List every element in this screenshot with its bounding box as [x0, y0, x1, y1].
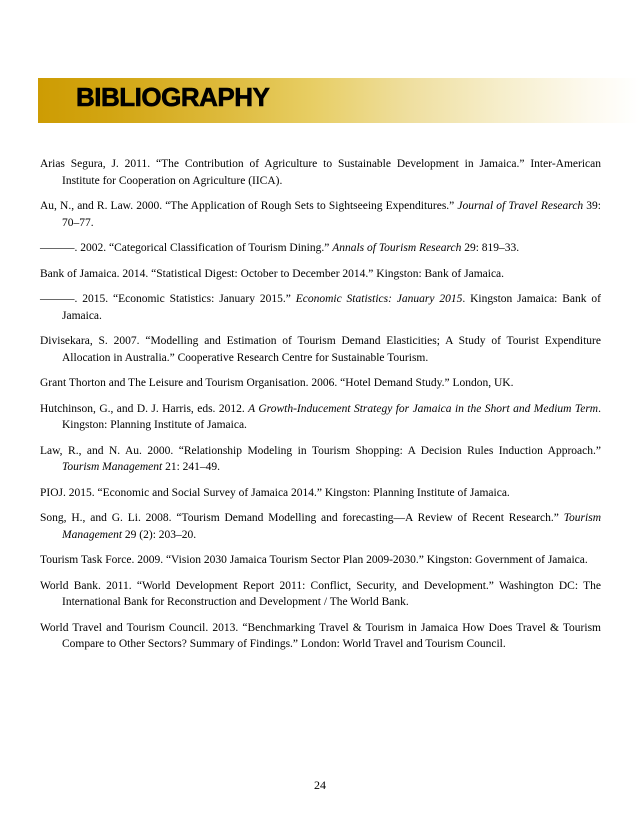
entry-italic-text: A Growth-Inducement Strategy for Jamaica in the Short and Medium Term — [248, 402, 599, 415]
entry-text: Grant Thorton and The Leisure and Tourism Organisation. 2006. “Hotel Demand Study.” London, UK. — [40, 377, 514, 389]
entry-italic-text: Journal of Travel Research — [457, 200, 584, 212]
page-title: BIBLIOGRAPHY — [76, 82, 270, 112]
bibliography-entry — [40, 510, 601, 543]
entry-text: World Travel and Tourism Council. 2013. “Benchmarking Travel & Tourism in Jamaica How Does Travel & Tourism Compare to Other Sectors? Summary of Findings.” London: World Travel and Tourism Council. — [40, 621, 601, 650]
bibliography-entry — [40, 485, 601, 502]
bibliography-entry — [40, 620, 601, 653]
bibliography-entry — [40, 266, 601, 283]
bibliography-entry — [40, 578, 601, 611]
entry-italic-text: Tourism Management — [62, 461, 163, 473]
bibliography-entry — [40, 375, 601, 392]
entry-text: Au, N., and R. Law. 2000. “The Application of Rough Sets to Sightseeing Expenditures.” — [40, 200, 458, 212]
bibliography-entry — [40, 198, 601, 231]
entry-italic-text: Tourism Management — [62, 512, 601, 541]
page-number: 24 — [314, 778, 326, 792]
entry-text: . Kingston: Planning Institute of Jamaica. — [62, 402, 601, 431]
bibliography-entry — [40, 291, 601, 324]
entry-text: PIOJ. 2015. “Economic and Social Survey of Jamaica 2014.” Kingston: Planning Institute of Jamaica. — [40, 486, 510, 499]
entry-text: ———. 2002. “Categorical Classification of Tourism Dining.” — [40, 242, 333, 254]
entry-text: Arias Segura, J. 2011. “The Contribution of Agriculture to Sustainable Development in Jamaica.” Inter-American Institute for Cooperation on Agriculture (IICA). — [40, 158, 601, 187]
entry-text: Tourism Task Force. 2009. “Vision 2030 Jamaica Tourism Sector Plan 2009-2030.” Kingston: Government of Jamaica. — [40, 554, 588, 566]
entry-text: ———. 2015. “Economic Statistics: January 2015.” — [40, 293, 296, 305]
bibliography-entry — [40, 401, 601, 434]
bibliography-entry — [40, 156, 601, 189]
bibliography-entry — [40, 240, 601, 257]
entry-text: World Bank. 2011. “World Development Report 2011: Conflict, Security, and Development.” Washington DC: The International Bank for Reconstruction and Development / The World Bank. — [40, 579, 601, 608]
entry-text: Bank of Jamaica. 2014. “Statistical Digest: October to December 2014.” Kingston: Bank of Jamaica. — [40, 267, 505, 280]
entry-text: 39: 70–77. — [62, 200, 601, 229]
bibliography-list — [40, 156, 601, 662]
entry-text: Hutchinson, G., and D. J. Harris, eds. 2012. — [40, 402, 249, 415]
entry-text: . Kingston Jamaica: Bank of Jamaica. — [62, 293, 601, 322]
bibliography-entry — [40, 333, 601, 366]
entry-text: 21: 241–49. — [162, 461, 221, 473]
entry-text: Divisekara, S. 2007. “Modelling and Estimation of Tourism Demand Elasticities; A Study of Tourist Expenditure Allocation in Australia.” Cooperative Research Centre for Sustainable Tourism. — [40, 335, 601, 364]
entry-italic-text: Annals of Tourism Research — [332, 242, 462, 254]
bibliography-entry — [40, 552, 601, 569]
bibliography-entry — [40, 443, 601, 476]
entry-text: Song, H., and G. Li. 2008. “Tourism Demand Modelling and forecasting—A Review of Recent Research.” — [40, 512, 564, 524]
entry-text: 29 (2): 203–20. — [122, 528, 197, 541]
entry-text: 29: 819–33. — [461, 242, 520, 254]
chapter-banner — [38, 78, 640, 123]
entry-text: Law, R., and N. Au. 2000. “Relationship Modeling in Tourism Shopping: A Decision Rules Induction Approach.” — [40, 444, 601, 457]
entry-italic-text: Economic Statistics: January 2015 — [295, 293, 463, 305]
